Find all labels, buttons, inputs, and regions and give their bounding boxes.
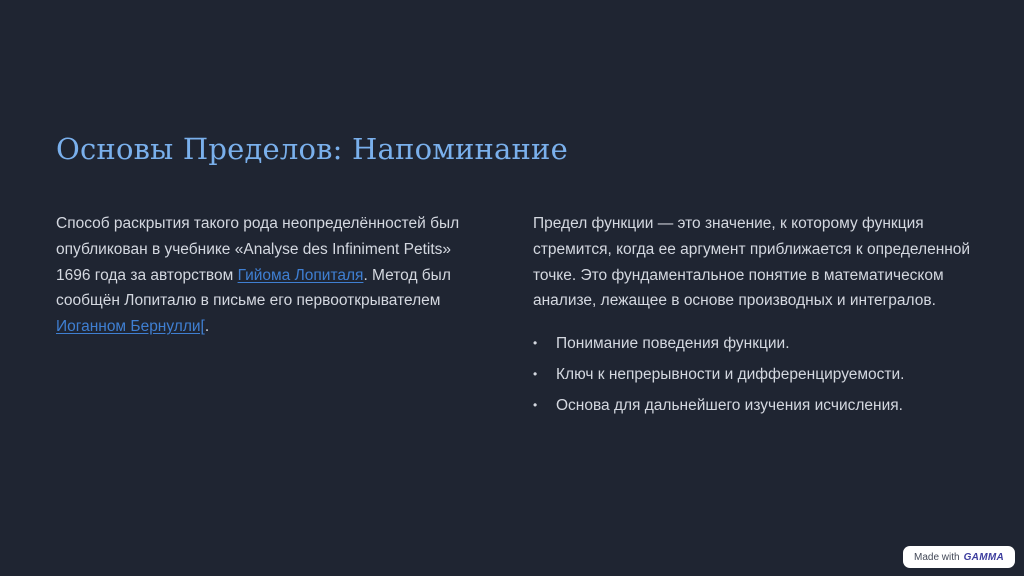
made-with-gamma-badge[interactable]	[903, 546, 1015, 568]
list-item-text: Основа для дальнейшего изучения исчисления.	[556, 397, 903, 415]
list-item	[533, 393, 973, 424]
gamma-logo: GAMMA	[963, 551, 1004, 563]
slide-title: Основы Пределов: Напоминание	[56, 132, 568, 166]
bullet-icon: •	[533, 398, 538, 413]
history-paragraph	[56, 211, 486, 340]
right-column	[533, 211, 973, 424]
history-text-1: Способ раскрытия такого рода неопределённостей был опубликован в учебнике «Analyse des Infiniment Petits» 1696 года за авторством	[56, 215, 460, 284]
list-item-text: Ключ к непрерывности и дифференцируемости.	[556, 366, 905, 384]
history-text-3: .	[204, 318, 210, 336]
badge-prefix: Made with	[914, 551, 960, 563]
list-item	[533, 362, 973, 393]
bullet-icon: •	[533, 367, 538, 382]
history-text-2: . Метод был сообщён Лопиталю в письме его первооткрывателем	[56, 266, 451, 310]
list-item	[533, 331, 973, 362]
lhopital-link[interactable]: Гийома Лопиталя	[237, 266, 364, 284]
definition-paragraph: Предел функции — это значение, к которому функция стремится, когда ее аргумент приближается к определенной точке. Это фундаментальное понятие в математическом анализе, лежащее в основе производных и интегралов.	[533, 215, 971, 310]
bernoulli-link[interactable]: Иоганном Бернулли[	[56, 318, 205, 336]
bullet-icon: •	[533, 336, 538, 351]
key-points-list	[533, 331, 973, 424]
list-item-text: Понимание поведения функции.	[556, 335, 790, 353]
left-column	[56, 211, 486, 340]
